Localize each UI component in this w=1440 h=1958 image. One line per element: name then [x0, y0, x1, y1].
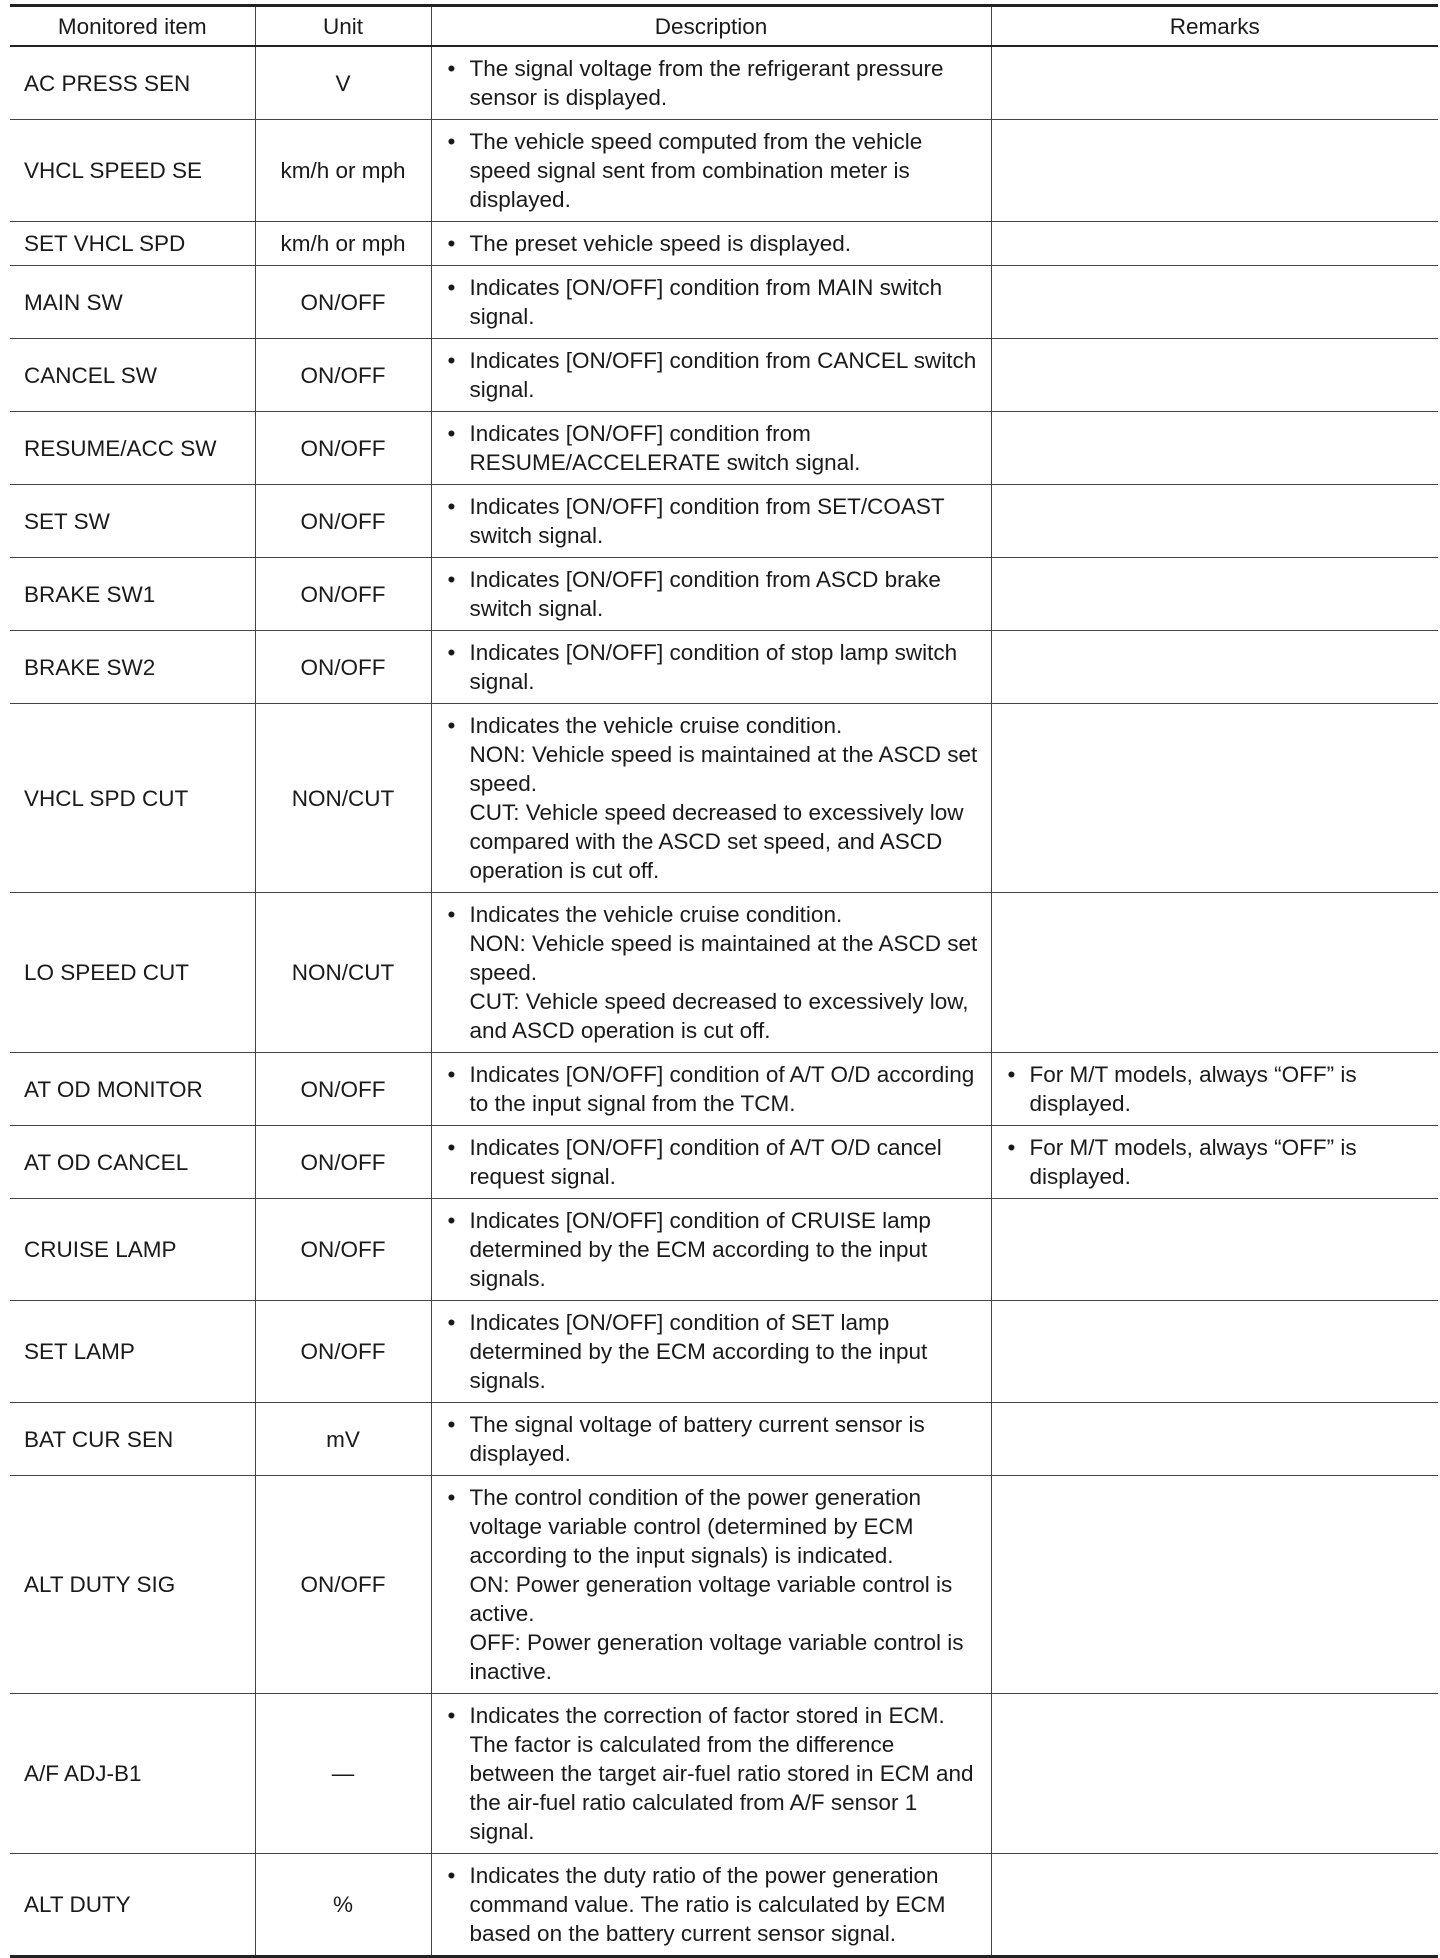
description-bullet-text: Indicates [ON/OFF] condition of A/T O/D according to the input signal from the TCM.: [469, 1062, 975, 1116]
monitored-item-cell: ALT DUTY SIG: [10, 1476, 255, 1694]
description-list: [444, 1308, 983, 1395]
unit-cell: ON/OFF: [255, 1053, 431, 1126]
table-row: [10, 1301, 1438, 1403]
description-bullet-item: [444, 127, 983, 214]
description-cell: [431, 1476, 991, 1694]
unit-cell: NON/CUT: [255, 893, 431, 1053]
monitor-item-table: [10, 4, 1438, 1958]
monitored-item-cell: ALT DUTY: [10, 1854, 255, 1957]
table-header: [10, 6, 1438, 47]
unit-cell: ON/OFF: [255, 1199, 431, 1301]
description-cell: [431, 1403, 991, 1476]
description-bullet-item: [444, 54, 983, 112]
unit-cell: mV: [255, 1403, 431, 1476]
description-detail-lines: [470, 1570, 983, 1686]
description-bullet-text: Indicates [ON/OFF] condition of CRUISE lamp determined by the ECM according to the input signals.: [469, 1208, 931, 1291]
description-bullet-item: [444, 346, 983, 404]
remarks-cell: [991, 558, 1438, 631]
description-bullet-text: The control condition of the power generation voltage variable control (determined by ECM according to the input signals) is indicated.: [469, 1485, 922, 1568]
table-body: [10, 46, 1438, 1957]
monitored-item-cell: BRAKE SW1: [10, 558, 255, 631]
description-bullet-text: Indicates the correction of factor stored in ECM. The factor is calculated from the difference between the target air-fuel ratio stored in ECM and the air-fuel ratio calculated from A/F sensor 1 signal.: [469, 1703, 974, 1844]
remarks-cell: [991, 1403, 1438, 1476]
description-cell: [431, 412, 991, 485]
description-bullet-text: The vehicle speed computed from the vehicle speed signal sent from combination meter is displayed.: [469, 129, 923, 212]
unit-cell: ON/OFF: [255, 266, 431, 339]
unit-cell: ON/OFF: [255, 339, 431, 412]
remarks-cell: [991, 1694, 1438, 1854]
table-row: [10, 893, 1438, 1053]
description-detail-line: OFF: Power generation voltage variable control is inactive.: [469, 1630, 964, 1684]
description-bullet-text: The signal voltage of battery current sensor is displayed.: [469, 1412, 925, 1466]
unit-cell: ON/OFF: [255, 412, 431, 485]
description-bullet-item: [444, 1206, 983, 1293]
remarks-cell: [991, 1476, 1438, 1694]
remarks-cell: [991, 631, 1438, 704]
description-bullet-item: [444, 900, 983, 1045]
description-bullet-item: [444, 1701, 983, 1846]
monitored-item-cell: CANCEL SW: [10, 339, 255, 412]
unit-cell: ON/OFF: [255, 485, 431, 558]
table-row: [10, 1053, 1438, 1126]
remarks-bullet-item: • For M/T models, always “OFF” is displayed.: [1004, 1060, 1431, 1118]
description-cell: [431, 631, 991, 704]
description-list: [444, 1060, 983, 1118]
remarks-cell: [991, 1301, 1438, 1403]
monitored-item-cell: CRUISE LAMP: [10, 1199, 255, 1301]
table-row: [10, 1199, 1438, 1301]
remarks-cell: [991, 339, 1438, 412]
remarks-cell: [991, 1854, 1438, 1957]
description-list: [444, 900, 983, 1045]
remarks-cell: [991, 485, 1438, 558]
description-list: [444, 638, 983, 696]
remarks-cell: [991, 704, 1438, 893]
table-row: [10, 1476, 1438, 1694]
description-bullet-item: [444, 1060, 983, 1118]
description-bullet-text: Indicates the vehicle cruise condition.: [469, 713, 843, 738]
description-bullet-item: [444, 1410, 983, 1468]
monitored-item-cell: AC PRESS SEN: [10, 46, 255, 120]
description-bullet-item: [444, 273, 983, 331]
table-row: [10, 1403, 1438, 1476]
description-bullet-text: The signal voltage from the refrigerant pressure sensor is displayed.: [469, 56, 944, 110]
description-bullet-text: Indicates the duty ratio of the power generation command value. The ratio is calculated by ECM based on the battery current sensor signal.: [469, 1863, 946, 1946]
description-list: [444, 1701, 983, 1846]
monitored-item-cell: AT OD CANCEL: [10, 1126, 255, 1199]
description-detail-lines: [470, 929, 983, 1045]
description-bullet-item: [444, 565, 983, 623]
header-monitored-item: Monitored item: [10, 6, 255, 47]
description-bullet-item: [444, 1483, 983, 1686]
remarks-cell: [991, 1199, 1438, 1301]
remarks-list: [1004, 1060, 1431, 1118]
description-list: [444, 54, 983, 112]
description-list: [444, 492, 983, 550]
description-bullet-item: [444, 229, 983, 258]
unit-cell: ON/OFF: [255, 1301, 431, 1403]
description-bullet-text: Indicates [ON/OFF] condition of SET lamp determined by the ECM according to the input signals.: [469, 1310, 928, 1393]
unit-cell: km/h or mph: [255, 120, 431, 222]
header-description: Description: [431, 6, 991, 47]
monitored-item-cell: RESUME/ACC SW: [10, 412, 255, 485]
description-bullet-item: [444, 419, 983, 477]
remarks-cell: [991, 412, 1438, 485]
unit-cell: ON/OFF: [255, 558, 431, 631]
monitored-item-cell: BRAKE SW2: [10, 631, 255, 704]
table-row: [10, 46, 1438, 120]
monitored-item-cell: SET LAMP: [10, 1301, 255, 1403]
description-bullet-item: [444, 492, 983, 550]
description-cell: [431, 222, 991, 266]
description-bullet-text: Indicates [ON/OFF] condition from ASCD brake switch signal.: [469, 567, 941, 621]
description-list: [444, 565, 983, 623]
monitored-item-cell: SET SW: [10, 485, 255, 558]
description-detail-line: NON: Vehicle speed is maintained at the ASCD set speed.: [469, 931, 978, 985]
description-bullet-item: [444, 1861, 983, 1948]
table-row: [10, 412, 1438, 485]
header-row: [10, 6, 1438, 47]
remarks-cell: [991, 266, 1438, 339]
description-detail-line: ON: Power generation voltage variable control is active.: [469, 1572, 953, 1626]
monitored-item-cell: A/F ADJ-B1: [10, 1694, 255, 1854]
description-list: [444, 419, 983, 477]
description-cell: [431, 1053, 991, 1126]
description-cell: [431, 1694, 991, 1854]
description-bullet-item: [444, 711, 983, 885]
remarks-bullet-item: • For M/T models, always “OFF” is displayed.: [1004, 1133, 1431, 1191]
description-list: [444, 1410, 983, 1468]
description-list: [444, 1483, 983, 1686]
description-cell: [431, 339, 991, 412]
description-detail-lines: [470, 740, 983, 885]
monitored-item-cell: VHCL SPD CUT: [10, 704, 255, 893]
description-bullet-text: The preset vehicle speed is displayed.: [469, 231, 851, 256]
description-list: [444, 273, 983, 331]
description-list: [444, 1206, 983, 1293]
unit-cell: ON/OFF: [255, 1476, 431, 1694]
table-row: [10, 1694, 1438, 1854]
unit-cell: ON/OFF: [255, 631, 431, 704]
description-bullet-text: Indicates [ON/OFF] condition from MAIN switch signal.: [469, 275, 943, 329]
description-cell: [431, 558, 991, 631]
monitor-item-table-sheet: [10, 4, 1438, 1958]
description-cell: [431, 485, 991, 558]
description-detail-line: NON: Vehicle speed is maintained at the ASCD set speed.: [469, 742, 978, 796]
monitored-item-cell: AT OD MONITOR: [10, 1053, 255, 1126]
table-row: [10, 120, 1438, 222]
description-bullet-text: Indicates [ON/OFF] condition of A/T O/D cancel request signal.: [469, 1135, 942, 1189]
remarks-list: [1004, 1133, 1431, 1191]
description-cell: [431, 120, 991, 222]
description-detail-line: CUT: Vehicle speed decreased to excessively low compared with the ASCD set speed, and ASCD operation is cut off.: [469, 800, 964, 883]
remarks-cell: [991, 1126, 1438, 1199]
table-row: [10, 558, 1438, 631]
table-row: [10, 704, 1438, 893]
description-cell: [431, 893, 991, 1053]
unit-cell: —: [255, 1694, 431, 1854]
table-row: [10, 266, 1438, 339]
monitored-item-cell: MAIN SW: [10, 266, 255, 339]
description-bullet-text: Indicates [ON/OFF] condition of stop lamp switch signal.: [469, 640, 958, 694]
description-list: [444, 1133, 983, 1191]
table-row: [10, 339, 1438, 412]
header-remarks: Remarks: [991, 6, 1438, 47]
monitored-item-cell: SET VHCL SPD: [10, 222, 255, 266]
remarks-cell: [991, 120, 1438, 222]
description-bullet-text: Indicates [ON/OFF] condition from CANCEL switch signal.: [469, 348, 977, 402]
description-cell: [431, 1301, 991, 1403]
unit-cell: km/h or mph: [255, 222, 431, 266]
remarks-cell: [991, 222, 1438, 266]
description-list: [444, 711, 983, 885]
remarks-cell: [991, 893, 1438, 1053]
table-row: [10, 485, 1438, 558]
description-list: [444, 127, 983, 214]
unit-cell: %: [255, 1854, 431, 1957]
description-list: [444, 1861, 983, 1948]
header-unit: Unit: [255, 6, 431, 47]
table-row: [10, 631, 1438, 704]
monitored-item-cell: LO SPEED CUT: [10, 893, 255, 1053]
remarks-cell: [991, 1053, 1438, 1126]
table-row: [10, 1854, 1438, 1957]
unit-cell: V: [255, 46, 431, 120]
description-cell: [431, 1854, 991, 1957]
monitored-item-cell: VHCL SPEED SE: [10, 120, 255, 222]
description-cell: [431, 1199, 991, 1301]
description-cell: [431, 1126, 991, 1199]
description-cell: [431, 266, 991, 339]
description-bullet-text: Indicates [ON/OFF] condition from RESUME/ACCELERATE switch signal.: [469, 421, 861, 475]
description-detail-line: CUT: Vehicle speed decreased to excessively low, and ASCD operation is cut off.: [469, 989, 969, 1043]
description-bullet-text: Indicates [ON/OFF] condition from SET/COAST switch signal.: [469, 494, 945, 548]
remarks-cell: [991, 46, 1438, 120]
unit-cell: NON/CUT: [255, 704, 431, 893]
monitored-item-cell: BAT CUR SEN: [10, 1403, 255, 1476]
description-bullet-item: [444, 1133, 983, 1191]
description-list: [444, 229, 983, 258]
description-bullet-text: Indicates the vehicle cruise condition.: [469, 902, 843, 927]
description-cell: [431, 704, 991, 893]
description-list: [444, 346, 983, 404]
unit-cell: ON/OFF: [255, 1126, 431, 1199]
description-bullet-item: [444, 638, 983, 696]
description-bullet-item: [444, 1308, 983, 1395]
table-row: [10, 222, 1438, 266]
description-cell: [431, 46, 991, 120]
table-row: [10, 1126, 1438, 1199]
